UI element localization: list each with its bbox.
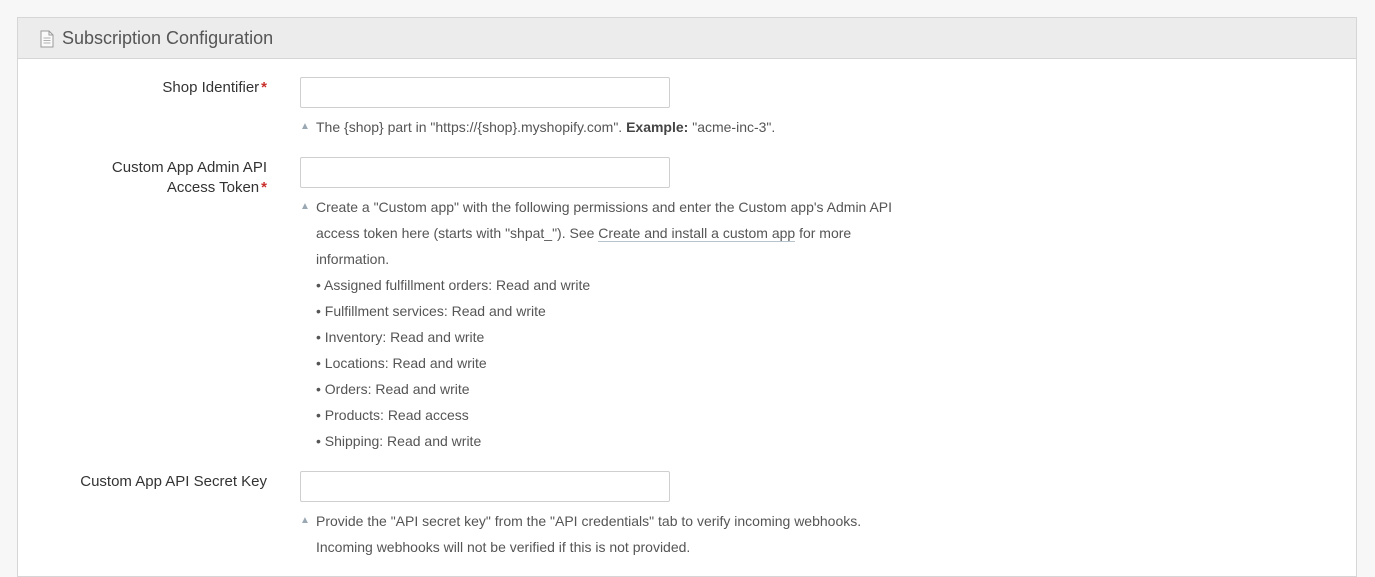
secret-key-input[interactable] — [300, 471, 670, 502]
shop-identifier-input[interactable] — [300, 77, 670, 108]
help-triangle-icon: ▲ — [300, 515, 310, 526]
access-token-input[interactable] — [300, 157, 670, 188]
required-marker: * — [261, 79, 267, 96]
access-token-help: ▲ Create a "Custom app" with the following permissions and enter the Custom app's Admin API access token here (starts with "shpat_"). See Create and install a custom app for more information. • Assigned fulfillment orders: Read and write • Fulfillment services: Read and write • Inventory: Read and write • Locations: Read and write • Orders: Read and write • Products: Read access • Shipping: Read and write — [300, 194, 925, 454]
access-token-label: Custom App Admin API Access Token * — [111, 159, 267, 196]
permission-item: • Locations: Read and write — [316, 355, 487, 371]
panel-header — [18, 18, 1356, 59]
help-triangle-icon: ▲ — [300, 121, 310, 132]
required-marker: * — [261, 179, 267, 196]
shop-identifier-label: Shop Identifier * — [162, 79, 267, 96]
subscription-configuration-panel — [17, 17, 1357, 577]
permission-item: • Shipping: Read and write — [316, 433, 482, 449]
panel-title: Subscription Configuration — [62, 27, 274, 48]
document-icon — [40, 30, 54, 48]
permission-item: • Fulfillment services: Read and write — [316, 303, 546, 319]
shop-identifier-help: ▲ The {shop} part in "https://{shop}.myshopify.com". Example: "acme-inc-3". — [300, 114, 940, 140]
secret-key-label: Custom App API Secret Key — [80, 473, 267, 490]
permission-item: • Inventory: Read and write — [316, 329, 485, 345]
secret-key-help: ▲ Provide the "API secret key" from the "API credentials" tab to verify incoming webhooks. Incoming webhooks will not be verified if this is not provided. — [300, 508, 900, 560]
permission-item: • Orders: Read and write — [316, 381, 470, 397]
create-custom-app-link[interactable]: Create and install a custom app — [598, 225, 796, 241]
permission-item: • Assigned fulfillment orders: Read and write — [316, 277, 591, 293]
permission-item: • Products: Read access — [316, 407, 469, 423]
help-triangle-icon: ▲ — [300, 201, 310, 212]
